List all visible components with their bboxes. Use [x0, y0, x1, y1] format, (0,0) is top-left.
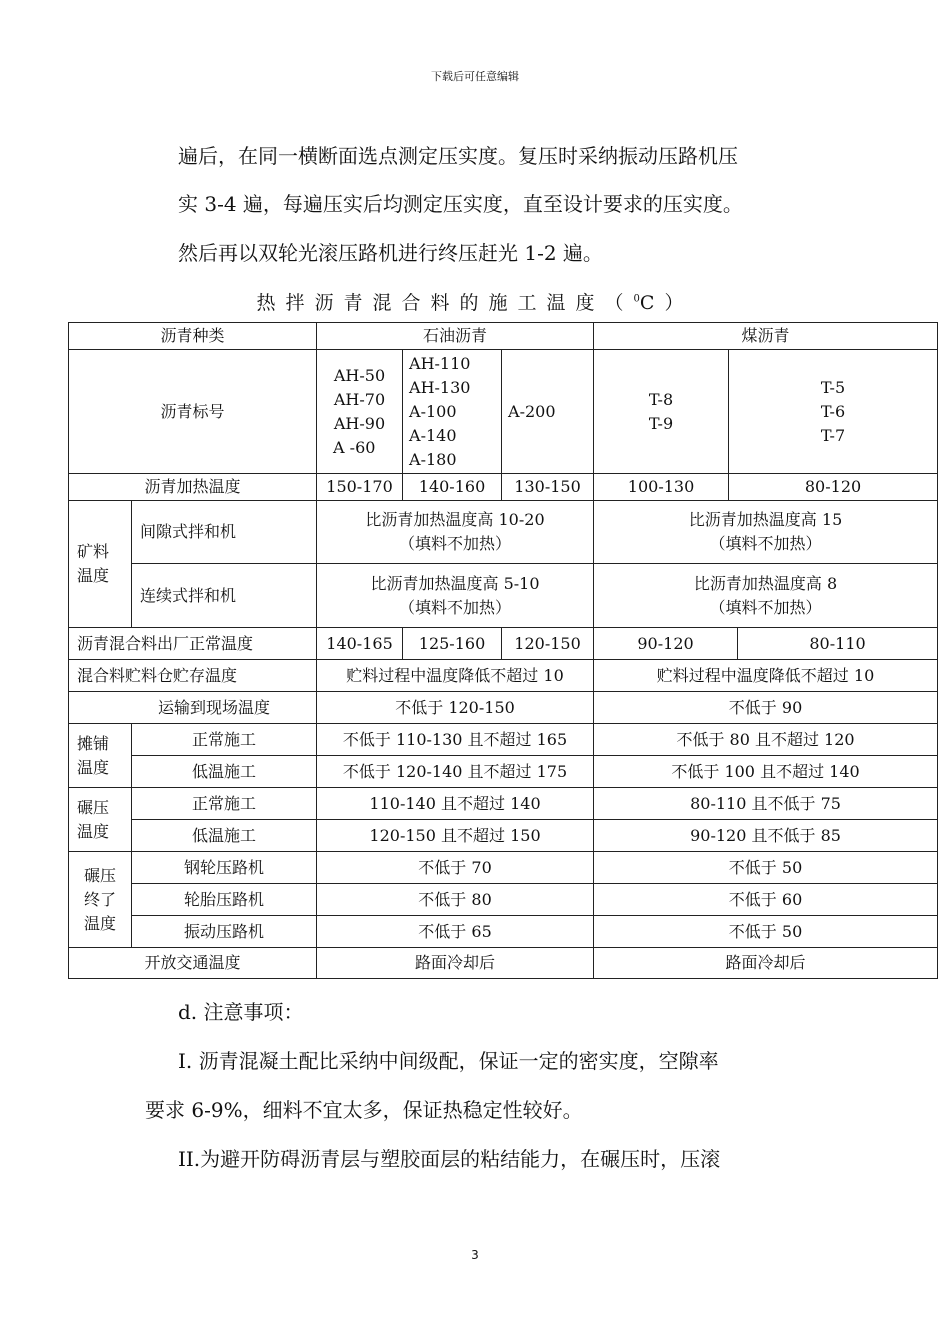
table-cell: 混合料贮料仓贮存温度	[69, 660, 317, 692]
table-cell: 沥青混合料出厂正常温度	[69, 628, 317, 660]
table-cell: 低温施工	[132, 756, 317, 788]
table-cell: 不低于 100 且不超过 140	[594, 756, 938, 788]
table-cell: 轮胎压路机	[132, 884, 317, 916]
table-row	[69, 852, 938, 884]
table-cell: 开放交通温度	[69, 948, 317, 979]
table-cell: 100-130	[594, 474, 729, 501]
table-cell: 连续式拌和机	[132, 564, 317, 628]
table-cell: 140-165	[317, 628, 403, 660]
table-cell: 140-160	[403, 474, 502, 501]
table-cell: 不低于 50	[594, 852, 938, 884]
table-cell: 不低于 110-130 且不超过 165	[317, 724, 594, 756]
table-row	[69, 564, 938, 628]
table-cell: 正常施工	[132, 788, 317, 820]
paragraph-line: 然后再以双轮光滚压路机进行终压赶光 1-2 遍。	[178, 241, 603, 265]
table-cell: 路面冷却后	[317, 948, 594, 979]
table-cell: 90-120	[594, 628, 738, 660]
table-row	[69, 660, 938, 692]
table-cell: 煤沥青	[594, 323, 938, 350]
table-cell: 80-120	[729, 474, 938, 501]
table-cell: 路面冷却后	[594, 948, 938, 979]
table-cell: 120-150	[502, 628, 594, 660]
table-cell: 比沥青加热温度高 8 （填料不加热）	[594, 564, 938, 628]
paragraph-line: II.为避开防碍沥青层与塑胶面层的粘结能力，在碾压时，压滚	[178, 1147, 721, 1171]
table-cell: 不低于 60	[594, 884, 938, 916]
paragraph-line: 遍后，在同一横断面选点测定压实度。复压时采纳振动压路机压	[178, 144, 738, 168]
table-row	[69, 916, 938, 948]
table-row	[69, 788, 938, 820]
table-cell: 运输到现场温度	[69, 692, 317, 724]
table-row	[69, 692, 938, 724]
table-cell: 正常施工	[132, 724, 317, 756]
table-cell: 沥青加热温度	[69, 474, 317, 501]
paragraph-line: 要求 6-9%，细料不宜太多，保证热稳定性较好。	[145, 1098, 583, 1122]
table-cell: 80-110	[738, 628, 938, 660]
table-cell: 130-150	[502, 474, 594, 501]
table-row	[69, 756, 938, 788]
table-cell: 110-140 且不超过 140	[317, 788, 594, 820]
table-cell: 不低于 80	[317, 884, 594, 916]
table-cell: 不低于 120-150	[317, 692, 594, 724]
construction-temperature-table	[68, 322, 938, 979]
table-cell: 沥青标号	[69, 350, 317, 474]
table-cell: 沥青种类	[69, 323, 317, 350]
table-cell: 125-160	[403, 628, 502, 660]
table-row	[69, 350, 938, 474]
table-cell: 不低于 70	[317, 852, 594, 884]
paragraph-line: 实 3-4 遍，每遍压实后均测定压实度，直至设计要求的压实度。	[178, 192, 743, 216]
table-cell: 不低于 120-140 且不超过 175	[317, 756, 594, 788]
table-row	[69, 820, 938, 852]
table-cell: T-8 T-9	[594, 350, 729, 474]
table-row	[69, 884, 938, 916]
table-cell: T-5 T-6 T-7	[729, 350, 938, 474]
table-cell: 不低于 80 且不超过 120	[594, 724, 938, 756]
table-cell: 80-110 且不低于 75	[594, 788, 938, 820]
table-cell: 间隙式拌和机	[132, 501, 317, 564]
table-cell: 石油沥青	[317, 323, 594, 350]
table-row	[69, 948, 938, 979]
table-cell: 摊铺 温度	[69, 724, 132, 788]
table-cell: 120-150 且不超过 150	[317, 820, 594, 852]
table-cell: 比沥青加热温度高 5-10 （填料不加热）	[317, 564, 594, 628]
table-cell: 贮料过程中温度降低不超过 10	[594, 660, 938, 692]
table-cell: 振动压路机	[132, 916, 317, 948]
paragraph-line: d. 注意事项：	[178, 1000, 304, 1024]
table-cell: 150-170	[317, 474, 403, 501]
page-number: 3	[471, 1248, 479, 1262]
table-cell: A-200	[502, 350, 594, 474]
table-caption: 热拌沥青混合料的施工温度（$^0$C）	[256, 292, 694, 314]
table-row	[69, 474, 938, 501]
table-cell: 低温施工	[132, 820, 317, 852]
table-cell: 90-120 且不低于 85	[594, 820, 938, 852]
table-cell: 不低于 50	[594, 916, 938, 948]
table-row	[69, 628, 938, 660]
table-cell: 矿料 温度	[69, 501, 132, 628]
table-row	[69, 724, 938, 756]
page-header: 下载后可任意编辑	[431, 70, 519, 83]
table-cell: AH-50 AH-70 AH-90 A -60	[317, 350, 403, 474]
table-row	[69, 323, 938, 350]
table-row	[69, 501, 938, 564]
table-cell: 碾压 终了 温度	[69, 852, 132, 948]
table-cell: AH-110 AH-130 A-100 A-140 A-180	[403, 350, 502, 474]
table-cell: 比沥青加热温度高 10-20 （填料不加热）	[317, 501, 594, 564]
paragraph-line: I. 沥青混凝土配比采纳中间级配，保证一定的密实度，空隙率	[178, 1049, 719, 1073]
table-cell: 钢轮压路机	[132, 852, 317, 884]
table-cell: 碾压 温度	[69, 788, 132, 852]
table-cell: 贮料过程中温度降低不超过 10	[317, 660, 594, 692]
table-cell: 比沥青加热温度高 15 （填料不加热）	[594, 501, 938, 564]
table-cell: 不低于 90	[594, 692, 938, 724]
table-cell: 不低于 65	[317, 916, 594, 948]
